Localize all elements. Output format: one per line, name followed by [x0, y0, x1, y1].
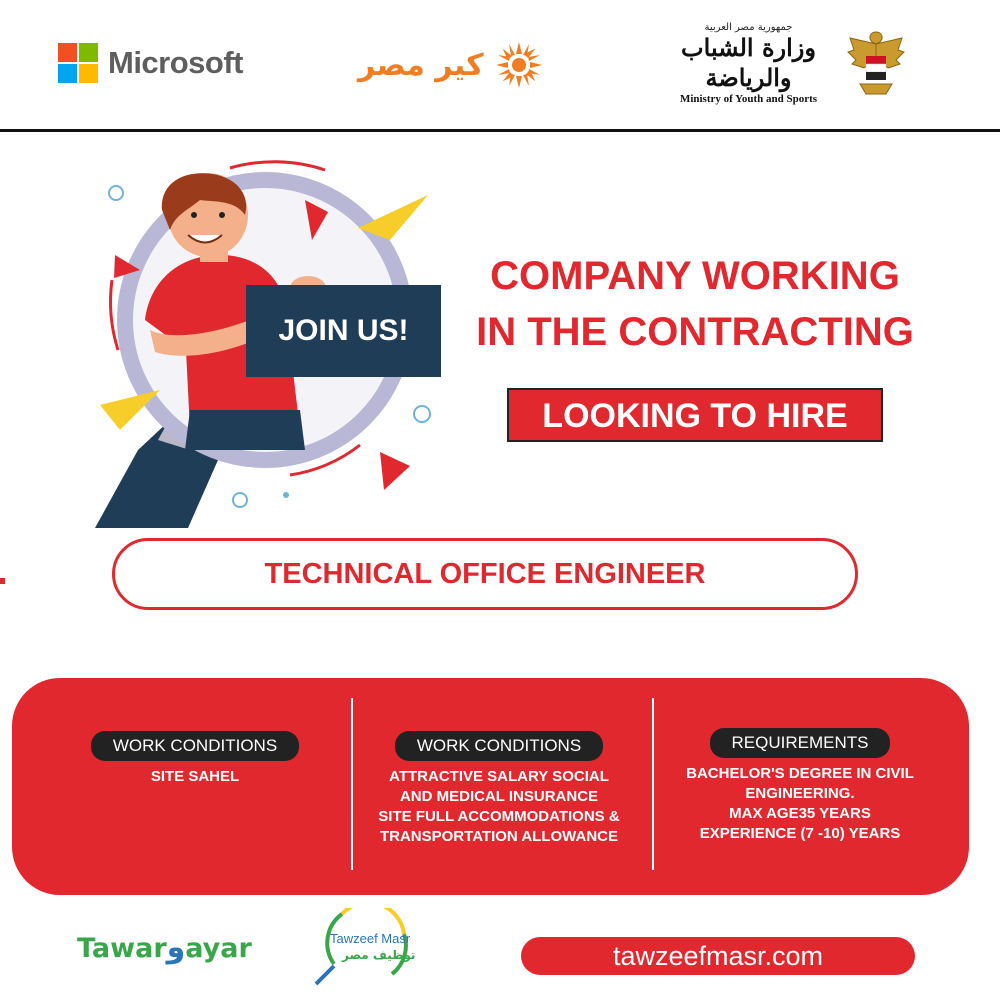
ministry-english-name: Ministry of Youth and Sports	[679, 93, 818, 105]
column-line: AND MEDICAL INSURANCE	[399, 788, 599, 805]
ministry-country-text: جمهورية مصر العربية	[704, 22, 793, 33]
join-us-sign	[246, 285, 441, 377]
column-line: SITE SAHEL	[150, 768, 240, 785]
header-divider	[0, 129, 1000, 132]
column-tag: REQUIREMENTS	[710, 728, 891, 758]
tawar-text: Tawar	[77, 933, 167, 964]
job-title-pill	[112, 538, 858, 610]
website-link[interactable]	[521, 937, 915, 975]
headline	[450, 248, 940, 360]
column-line: ENGINEERING.	[745, 785, 855, 802]
column-line: BACHELOR'S DEGREE IN CIVIL	[686, 765, 914, 782]
column-body	[42, 767, 348, 787]
microsoft-wordmark: Microsoft	[108, 45, 243, 80]
care-masr-logo	[358, 40, 544, 90]
ayar-text: ayar	[185, 933, 252, 964]
job-title: TECHNICAL OFFICE ENGINEER	[264, 558, 706, 590]
column-line: TRANSPORTATION ALLOWANCE	[379, 828, 619, 845]
tawzeef-arabic: توظيف مصر	[342, 948, 416, 962]
tawar-connector: و	[166, 930, 186, 965]
headline-line-1: COMPANY WORKING	[490, 254, 900, 298]
info-column-benefits	[346, 731, 652, 847]
tawzeef-english: Tawzeef Masr	[330, 931, 411, 946]
care-sun-icon	[494, 40, 544, 90]
care-masr-wordmark: كير مصر	[358, 47, 484, 83]
tawzeef-masr-logo	[312, 908, 422, 988]
edge-marker	[0, 578, 5, 584]
column-body	[650, 764, 950, 844]
join-us-text: JOIN US!	[278, 314, 409, 347]
info-column-location	[42, 731, 348, 787]
tawar-we-ayar-logo	[77, 930, 252, 965]
website-url[interactable]: tawzeefmasr.com	[612, 941, 824, 971]
looking-to-hire-banner	[507, 388, 883, 442]
column-tag: WORK CONDITIONS	[91, 731, 299, 761]
info-column-requirements	[650, 728, 950, 844]
egypt-eagle-emblem	[846, 28, 906, 100]
column-line: SITE FULL ACCOMMODATIONS &	[378, 808, 620, 825]
headline-line-2: IN THE CONTRACTING	[476, 310, 914, 354]
ministry-arabic-name: وزارة الشباب والرياضة	[681, 33, 816, 92]
column-line: ATTRACTIVE SALARY SOCIAL	[389, 768, 609, 785]
column-line: MAX AGE35 YEARS	[729, 805, 871, 822]
column-line: EXPERIENCE (7 -10) YEARS	[699, 825, 901, 842]
column-tag: WORK CONDITIONS	[395, 731, 603, 761]
column-body	[346, 767, 652, 847]
ministry-logo	[666, 22, 831, 105]
looking-to-hire-text: LOOKING TO HIRE	[542, 397, 848, 435]
microsoft-windows-icon	[58, 43, 98, 83]
microsoft-logo	[58, 43, 243, 83]
